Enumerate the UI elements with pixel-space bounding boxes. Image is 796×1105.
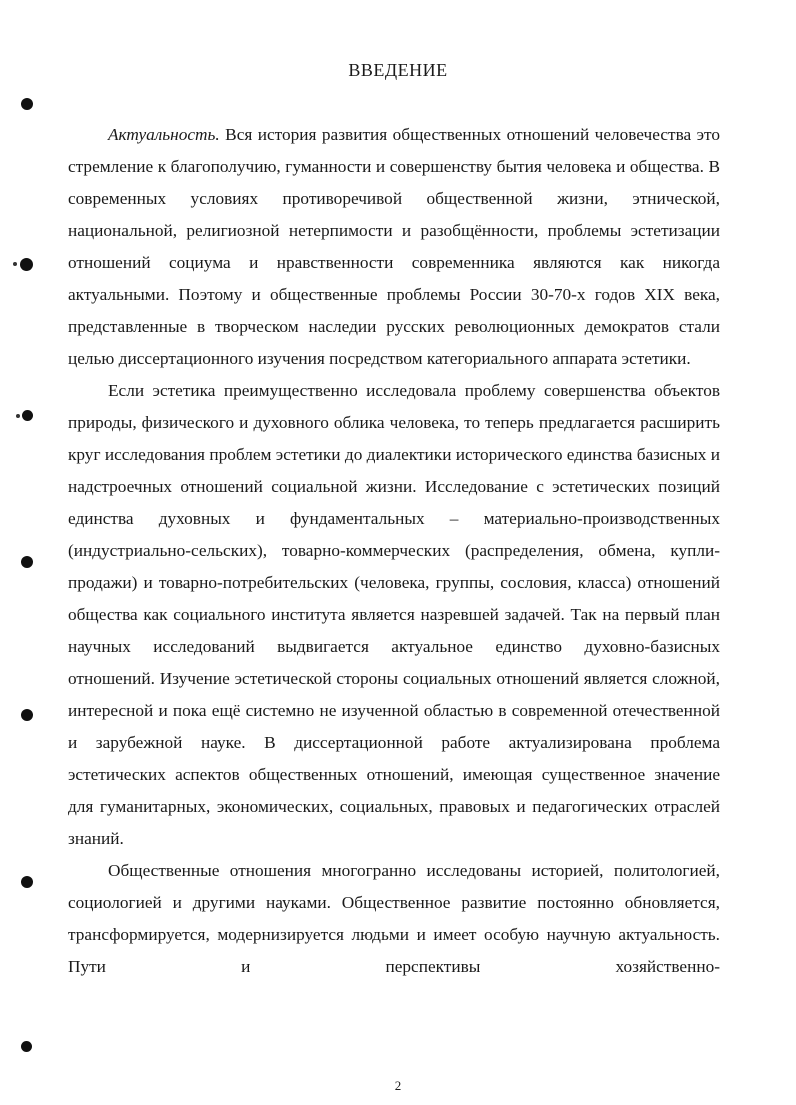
binding-hole-dot bbox=[20, 258, 33, 271]
paragraph-text: Вся история развития общественных отношений человечества это стремление к благополучию, гуманности и совершенству бытия человека и общества. В современных условиях противоречивой общественной жизни, этнической, национальной, религиозной нетерпимости и разобщённости, проблемы эстетизации отношений социума и нравственности современника являются как никогда актуальными. Поэтому и общественные проблемы России 30-70-х годов XIX века, представленные в творческом наследии русских революционных демократов стали целью диссертационного изучения посредством категориального аппарата эстетики. bbox=[68, 125, 720, 368]
binding-hole-dot bbox=[21, 709, 33, 721]
page-title: ВВЕДЕНИЕ bbox=[348, 60, 448, 80]
binding-hole-dot bbox=[21, 876, 33, 888]
binding-hole-dot bbox=[21, 1041, 32, 1052]
scan-speck bbox=[13, 262, 17, 266]
binding-hole-dot bbox=[21, 98, 33, 110]
paragraph-social-relations: Общественные отношения многогранно исследованы историей, политологией, социологией и другими науками. Общественное развитие постоянно обновляется, трансформируется, модернизируется людьми и имеет особую научную актуальность. Пути и перспективы хозяйственно- bbox=[68, 861, 720, 976]
paragraph-lead: Актуальность. bbox=[108, 125, 220, 144]
paragraph-relevance bbox=[68, 119, 720, 375]
page-number: 2 bbox=[394, 1078, 402, 1093]
scan-speck bbox=[16, 414, 20, 418]
binding-hole-dot bbox=[21, 556, 33, 568]
binding-hole-dot bbox=[22, 410, 33, 421]
paragraph-aesthetics: Если эстетика преимущественно исследовала проблему совершенства объектов природы, физического и духовного облика человека, то теперь предлагается расширить круг исследования проблем эстетики до диалектики исторического единства базисных и надстроечных отношений социальной жизни. Исследование с эстетических позиций единства духовных и фундаментальных – материально-производственных (индустриально-сельских), товарно-коммерческих (распределения, обмена, купли-продажи) и товарно-потребительских (человека, группы, сословия, класса) отношений общества как социального института является назревшей задачей. Так на первый план научных исследований выдвигается актуальное единство духовно-базисных отношений. Изучение эстетической стороны социальных отношений является сложной, интересной и пока ещё системно не изученной областью в современной отечественной и зарубежной науке. В диссертационной работе актуализирована проблема эстетических аспектов общественных отношений, имеющая существенное значение для гуманитарных, экономических, социальных, правовых и педагогических отраслей знаний. bbox=[68, 381, 720, 848]
body-text bbox=[68, 119, 720, 983]
